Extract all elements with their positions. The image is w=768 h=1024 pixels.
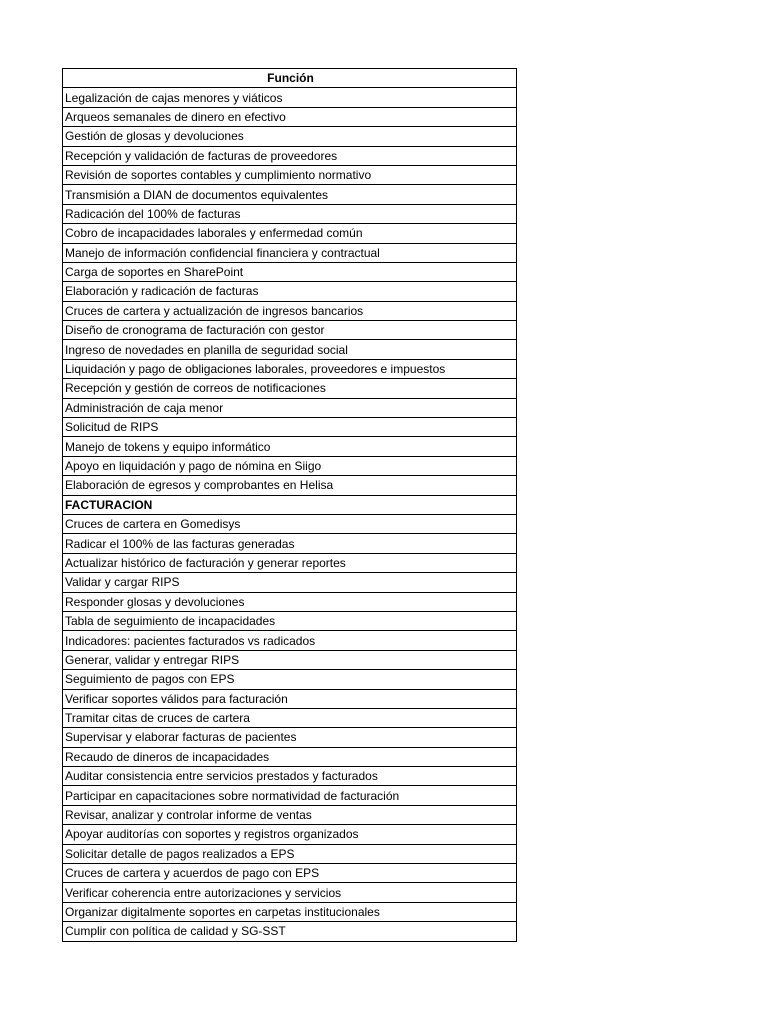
table-row [63, 127, 517, 146]
table-cell: Verificar soportes válidos para facturación [63, 689, 517, 708]
table-cell: Radicación del 100% de facturas [63, 204, 517, 223]
table-cell: Cruces de cartera en Gomedisys [63, 514, 517, 533]
table-cell: Recaudo de dineros de incapacidades [63, 747, 517, 766]
table-cell: Apoyo en liquidación y pago de nómina en Siigo [63, 456, 517, 475]
table-row [63, 359, 517, 378]
table-row [63, 340, 517, 359]
table-row [63, 592, 517, 611]
table-row [63, 844, 517, 863]
table-row [63, 224, 517, 243]
table-cell: Revisión de soportes contables y cumplimiento normativo [63, 165, 517, 184]
table-cell: Actualizar histórico de facturación y generar reportes [63, 553, 517, 572]
table-row [63, 553, 517, 572]
table-row [63, 767, 517, 786]
table-row [63, 825, 517, 844]
table-row [63, 243, 517, 262]
table-row [63, 204, 517, 223]
table-row [63, 534, 517, 553]
section-header-cell: FACTURACION [63, 495, 517, 514]
table-row [63, 437, 517, 456]
table-row [63, 185, 517, 204]
table-cell: Recepción y validación de facturas de proveedores [63, 146, 517, 165]
table-row [63, 146, 517, 165]
table-cell: Administración de caja menor [63, 398, 517, 417]
table-row [63, 611, 517, 630]
table-row [63, 165, 517, 184]
section-header-row [63, 495, 517, 514]
table-cell: Auditar consistencia entre servicios prestados y facturados [63, 767, 517, 786]
table-row [63, 631, 517, 650]
functions-table [62, 68, 517, 942]
table-cell: Gestión de glosas y devoluciones [63, 127, 517, 146]
table-row [63, 864, 517, 883]
table-cell: Solicitar detalle de pagos realizados a EPS [63, 844, 517, 863]
table-row [63, 398, 517, 417]
table-row [63, 301, 517, 320]
table-row [63, 650, 517, 669]
table-row [63, 88, 517, 107]
table-cell: Participar en capacitaciones sobre normatividad de facturación [63, 786, 517, 805]
table-cell: Recepción y gestión de correos de notificaciones [63, 379, 517, 398]
table-row [63, 786, 517, 805]
table-row [63, 922, 517, 941]
table-cell: Organizar digitalmente soportes en carpetas institucionales [63, 902, 517, 921]
table-cell: Seguimiento de pagos con EPS [63, 670, 517, 689]
table-row [63, 689, 517, 708]
table-cell: Responder glosas y devoluciones [63, 592, 517, 611]
table-row [63, 262, 517, 281]
column-header-funcion: Función [63, 69, 517, 88]
table-row [63, 418, 517, 437]
table-row [63, 476, 517, 495]
table-cell: Liquidación y pago de obligaciones laborales, proveedores e impuestos [63, 359, 517, 378]
table-row [63, 379, 517, 398]
table-cell: Apoyar auditorías con soportes y registros organizados [63, 825, 517, 844]
table-cell: Generar, validar y entregar RIPS [63, 650, 517, 669]
table-cell: Manejo de información confidencial financiera y contractual [63, 243, 517, 262]
table-cell: Verificar coherencia entre autorizaciones y servicios [63, 883, 517, 902]
table-cell: Validar y cargar RIPS [63, 573, 517, 592]
table-cell: Cruces de cartera y actualización de ingresos bancarios [63, 301, 517, 320]
table-body [63, 88, 517, 941]
table-cell: Solicitud de RIPS [63, 418, 517, 437]
table-cell: Diseño de cronograma de facturación con gestor [63, 321, 517, 340]
table-row [63, 883, 517, 902]
table-cell: Cruces de cartera y acuerdos de pago con EPS [63, 864, 517, 883]
table-row [63, 573, 517, 592]
table-cell: Indicadores: pacientes facturados vs radicados [63, 631, 517, 650]
table-cell: Radicar el 100% de las facturas generadas [63, 534, 517, 553]
table-cell: Elaboración y radicación de facturas [63, 282, 517, 301]
table-row [63, 728, 517, 747]
table-row [63, 282, 517, 301]
table-row [63, 107, 517, 126]
table-row [63, 747, 517, 766]
table-row [63, 514, 517, 533]
table-cell: Cobro de incapacidades laborales y enfermedad común [63, 224, 517, 243]
table-cell: Transmisión a DIAN de documentos equivalentes [63, 185, 517, 204]
table-row [63, 902, 517, 921]
table-cell: Ingreso de novedades en planilla de seguridad social [63, 340, 517, 359]
table-row [63, 708, 517, 727]
table-header-row [63, 69, 517, 88]
table-cell: Cumplir con política de calidad y SG-SST [63, 922, 517, 941]
table-cell: Carga de soportes en SharePoint [63, 262, 517, 281]
table-cell: Manejo de tokens y equipo informático [63, 437, 517, 456]
table-cell: Tabla de seguimiento de incapacidades [63, 611, 517, 630]
table-cell: Elaboración de egresos y comprobantes en Helisa [63, 476, 517, 495]
table-row [63, 670, 517, 689]
table-row [63, 321, 517, 340]
table-cell: Tramitar citas de cruces de cartera [63, 708, 517, 727]
table-row [63, 805, 517, 824]
table-cell: Supervisar y elaborar facturas de pacientes [63, 728, 517, 747]
table-cell: Legalización de cajas menores y viáticos [63, 88, 517, 107]
table-row [63, 456, 517, 475]
table-cell: Arqueos semanales de dinero en efectivo [63, 107, 517, 126]
table-cell: Revisar, analizar y controlar informe de ventas [63, 805, 517, 824]
